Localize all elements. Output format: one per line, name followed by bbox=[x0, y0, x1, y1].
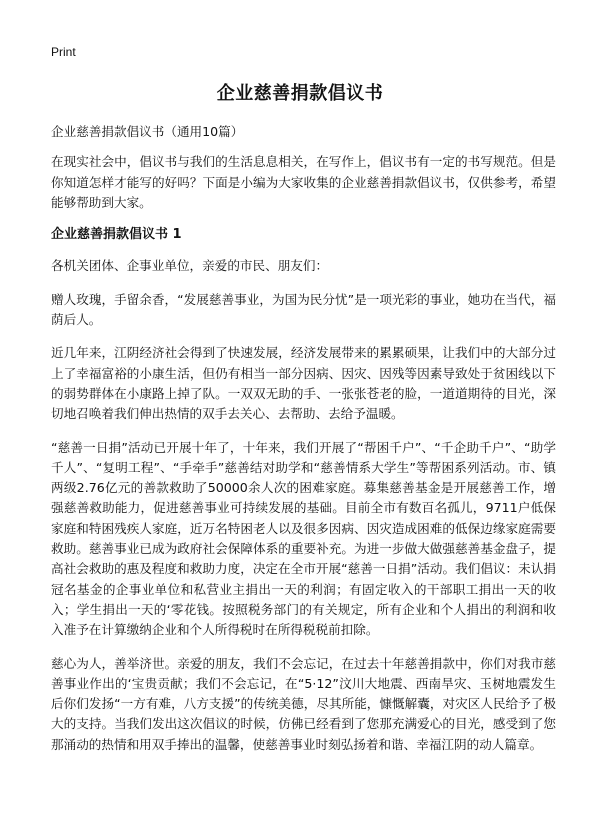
print-link[interactable]: Print bbox=[51, 45, 76, 59]
section-heading: 企业慈善捐款倡议书 1 bbox=[51, 227, 182, 243]
article-subtitle: 企业慈善捐款倡议书（通用10篇） bbox=[51, 124, 244, 139]
article-body bbox=[51, 122, 556, 768]
body-paragraph: 赠人玫瑰，手留余香，“发展慈善事业，为国为民分忧”是一项光彩的事业，她功在当代，福荫后人。 bbox=[51, 291, 556, 328]
body-paragraph: 慈心为人，善举济世。亲爱的朋友，我们不会忘记，在过去十年慈善捐款中，你们对我市慈善事业作出的‘宝贵贡献；我们不会忘记，在“5·12”汶川大地震、西南旱灾、玉树地震发生后你们发扬“一方有难，八方支援”的传统美德，尽其所能，慷慨解囊，对灾区人民给予了极大的支持。当我们发出这次倡议的时候，仿佛已经看到了您那充满爱心的目光，感受到了您那涌动的热情和用双手捧出的温馨，使慈善事业时刻弘扬着和谐、幸福江阴的动人篇章。 bbox=[51, 655, 556, 752]
salutation-paragraph: 各机关团体、企事业单位，亲爱的市民、朋友们： bbox=[51, 258, 329, 274]
body-paragraph: “慈善一日捐”活动已开展十年了，十年来，我们开展了“帮困千户”、“千企助千户”、“助学千人”、“复明工程”、“手牵手”慈善结对助学和“慈善情系大学生”等帮困系列活动。市、镇两级2.76亿元的善款救助了50000余人次的困难家庭。募集慈善基金是开展慈善工作，增强慈善救助能力，促进慈善事业可持续发展的基础。目前全市有数百名孤儿，9711户低保家庭和特困残疾人家庭，近万名特困老人以及很多因病、因灾造成困难的低保边缘家庭需要救助。慈善事业已成为政府社会保障体系的重要补充。为进一步做大做强慈善基金盘子，提高社会救助的惠及程度和救助力度，决定在全市开展“慈善一日捐”活动。我们倡议：未认捐冠名基金的企事业单位和私营业主捐出一天的利润；有固定收入的干部职工捐出一天的收入；学生捐出一天的‘零花钱。按照税务部门的有关规定，所有企业和个人捐出的利润和收入准予在计算缴纳企业和个人所得税时在所得税税前扣除。 bbox=[51, 439, 556, 638]
page-title: 企业慈善捐款倡议书 bbox=[216, 83, 384, 104]
body-paragraph: 近几年来，江阴经济社会得到了快速发展，经济发展带来的累累硕果，让我们中的大部分过上了幸福富裕的小康生活，但仍有相当一部分因病、因灾、因残等因素导致处于贫困线以下的弱势群体在小康路上掉了队。一双双无助的手、一张张苍老的脸，一道道期待的目光，深切地召唤着我们伸出热情的双手去关心、去帮助、去给予温暖。 bbox=[51, 345, 556, 422]
intro-paragraph: 在现实社会中，倡议书与我们的生活息息相关，在写作上，倡议书有一定的书写规范。但是你知道怎样才能写的好吗？下面是小编为大家收集的企业慈善捐款倡议书，仅供参考，希望能够帮助到大家。 bbox=[51, 154, 556, 210]
